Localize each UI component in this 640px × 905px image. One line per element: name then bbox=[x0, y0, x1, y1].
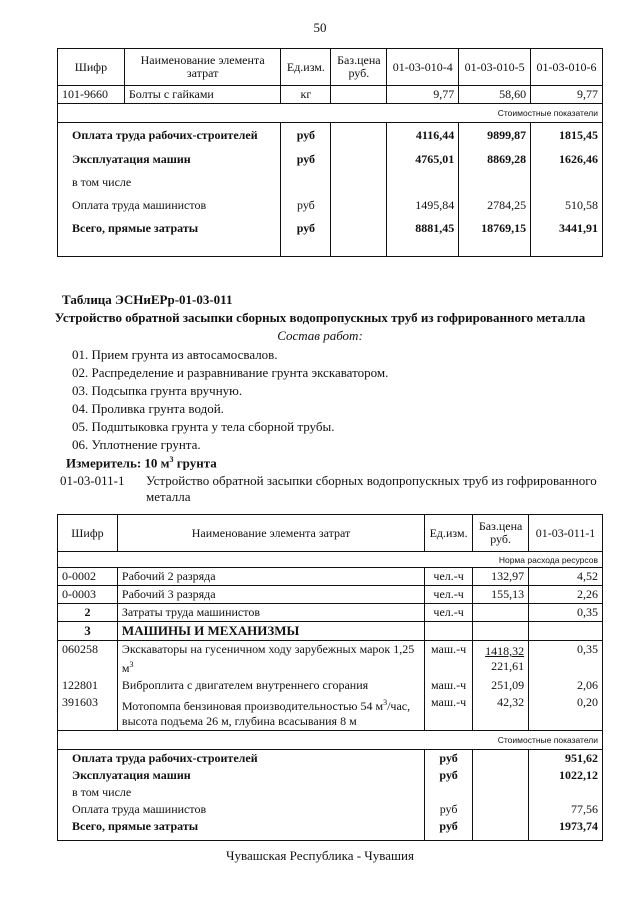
summary-value-1: 4765,01 bbox=[387, 147, 459, 171]
summary-name: в том числе bbox=[58, 784, 425, 801]
summary-value-3: 1815,45 bbox=[531, 123, 603, 148]
summary-unit: руб bbox=[425, 801, 473, 818]
cost-label: Стоимостные показатели bbox=[58, 731, 603, 750]
header-unit: Ед.изм. bbox=[425, 515, 473, 552]
table-row bbox=[58, 641, 603, 678]
summary-unit: руб bbox=[281, 123, 331, 148]
summary-unit: руб bbox=[281, 193, 331, 217]
summary-name: Оплата труда рабочих-строителей bbox=[58, 750, 425, 768]
summary-unit: руб bbox=[425, 767, 473, 784]
list-item: 04. Проливка грунта водой. bbox=[72, 401, 224, 416]
header-name: Наименование элемента затрат bbox=[117, 515, 424, 552]
row-price: 1418,32 221,61 bbox=[473, 641, 529, 678]
summary-row bbox=[58, 818, 603, 841]
summary-value-1: 8881,45 bbox=[387, 217, 459, 257]
summary-value-3: 510,58 bbox=[531, 193, 603, 217]
row-code: 0-0002 bbox=[58, 568, 118, 586]
header-col-2: 01-03-010-5 bbox=[459, 49, 531, 86]
row-value: 2,06 bbox=[529, 677, 603, 694]
list-item: 02. Распределение и разравнивание грунта экскаватором. bbox=[72, 365, 389, 380]
norm-label: Норма расхода ресурсов bbox=[58, 552, 603, 568]
list-item: 05. Подштыковка грунта у тела сборной трубы. bbox=[72, 419, 335, 434]
row-value-3: 9,77 bbox=[531, 86, 603, 104]
works-list bbox=[72, 346, 388, 454]
header-col-1: 01-03-010-4 bbox=[387, 49, 459, 86]
works-label: Состав работ: bbox=[277, 328, 363, 343]
row-price: 251,09 bbox=[473, 677, 529, 694]
row-code: 391603 bbox=[58, 694, 118, 731]
machines-label: МАШИНЫ И МЕХАНИЗМЫ bbox=[117, 622, 424, 641]
row-name: Рабочий 3 разряда bbox=[117, 586, 424, 604]
row-name: Экскаваторы на гусеничном ходу зарубежных марок 1,25 $м^3$ bbox=[117, 641, 424, 678]
header-col-1: 01-03-011-1 bbox=[529, 515, 603, 552]
row-name: Затраты труда машинистов bbox=[117, 604, 424, 622]
summary-row bbox=[58, 801, 603, 818]
machines-header-row bbox=[58, 622, 603, 641]
summary-row bbox=[58, 123, 603, 148]
summary-name: Оплата труда машинистов bbox=[58, 801, 425, 818]
summary-name: в том числе bbox=[58, 171, 281, 193]
header-price: Баз.цена руб. bbox=[331, 49, 387, 86]
list-item: 01. Прием грунта из автосамосвалов. bbox=[72, 347, 278, 362]
row-code: 060258 bbox=[58, 641, 118, 678]
summary-value-1: 4116,44 bbox=[387, 123, 459, 148]
row-value-2: 58,60 bbox=[459, 86, 531, 104]
table-row bbox=[58, 694, 603, 731]
summary-row bbox=[58, 193, 603, 217]
row-code: 2 bbox=[58, 604, 118, 622]
row-value: 0,35 bbox=[529, 641, 603, 678]
row-price bbox=[473, 604, 529, 622]
summary-value-2: 9899,87 bbox=[459, 123, 531, 148]
header-unit: Ед.изм. bbox=[281, 49, 331, 86]
summary-row bbox=[58, 171, 603, 193]
summary-row bbox=[58, 750, 603, 768]
section-heading: Устройство обратной засыпки сборных водопропускных труб из гофрированного металла bbox=[54, 310, 586, 325]
row-value: 0,20 bbox=[529, 694, 603, 731]
cost-label: Стоимостные показатели bbox=[58, 104, 603, 123]
row-unit: чел.-ч bbox=[425, 586, 473, 604]
row-unit: маш.-ч bbox=[425, 641, 473, 678]
row-price: 42,32 bbox=[473, 694, 529, 731]
table-01-03-011 bbox=[57, 514, 603, 841]
summary-row bbox=[58, 784, 603, 801]
table-01-03-010 bbox=[57, 48, 603, 257]
row-value-1: 9,77 bbox=[387, 86, 459, 104]
header-code: Шифр bbox=[58, 49, 125, 86]
summary-value-2: 2784,25 bbox=[459, 193, 531, 217]
page-number: 50 bbox=[313, 20, 327, 35]
summary-unit: руб bbox=[281, 147, 331, 171]
row-value: 0,35 bbox=[529, 604, 603, 622]
row-price: 155,13 bbox=[473, 586, 529, 604]
summary-unit: руб bbox=[425, 750, 473, 768]
list-item: 03. Подсыпка грунта вручную. bbox=[72, 383, 243, 398]
row-code: 0-0003 bbox=[58, 586, 118, 604]
summary-name: Оплата труда рабочих-строителей bbox=[58, 123, 281, 148]
summary-value: 951,62 bbox=[529, 750, 603, 768]
summary-value-1: 1495,84 bbox=[387, 193, 459, 217]
cost-label-row bbox=[58, 731, 603, 750]
row-value: 2,26 bbox=[529, 586, 603, 604]
row-code: 101-9660 bbox=[58, 86, 125, 104]
table-row bbox=[58, 604, 603, 622]
measure-unit: Измеритель: 10 $м^3$ грунта bbox=[66, 455, 217, 471]
table-row bbox=[58, 586, 603, 604]
summary-value-3: 1626,46 bbox=[531, 147, 603, 171]
summary-value-2: 18769,15 bbox=[459, 217, 531, 257]
row-unit: маш.-ч bbox=[425, 677, 473, 694]
table-row bbox=[58, 568, 603, 586]
row-price: 132,97 bbox=[473, 568, 529, 586]
table-title: Таблица ЭСНиЕРр-01-03-011 bbox=[62, 292, 233, 307]
list-item: 06. Уплотнение грунта. bbox=[72, 437, 201, 452]
header-code: Шифр bbox=[58, 515, 118, 552]
table-row bbox=[58, 86, 603, 104]
summary-name: Всего, прямые затраты bbox=[58, 217, 281, 257]
cost-label-row bbox=[58, 104, 603, 123]
summary-name: Эксплуатация машин bbox=[58, 147, 281, 171]
table-header-row bbox=[58, 515, 603, 552]
row-unit: кг bbox=[281, 86, 331, 104]
summary-value: 77,56 bbox=[529, 801, 603, 818]
row-code: 122801 bbox=[58, 677, 118, 694]
norm-description: Устройство обратной засыпки сборных водопропускных труб из гофрированного металла bbox=[146, 473, 597, 504]
summary-name: Всего, прямые затраты bbox=[58, 818, 425, 841]
header-col-3: 01-03-010-6 bbox=[531, 49, 603, 86]
header-name: Наименование элемента затрат bbox=[124, 49, 281, 86]
row-name: Виброплита с двигателем внутреннего сгорания bbox=[117, 677, 424, 694]
table-row bbox=[58, 677, 603, 694]
norm-code: 01-03-011-1 bbox=[60, 473, 125, 488]
row-name: Мотопомпа бензиновая производительностью 54 $м^3$/час, высота подъема 26 м, глубина всасывания 8 м bbox=[117, 694, 424, 731]
summary-name: Оплата труда машинистов bbox=[58, 193, 281, 217]
page-footer: Чувашская Республика - Чувашия bbox=[226, 848, 414, 863]
row-name: Болты с гайками bbox=[124, 86, 281, 104]
summary-value: 1973,74 bbox=[529, 818, 603, 841]
summary-name: Эксплуатация машин bbox=[58, 767, 425, 784]
summary-row bbox=[58, 147, 603, 171]
machines-code: 3 bbox=[58, 622, 118, 641]
norm-label-row bbox=[58, 552, 603, 568]
row-unit: маш.-ч bbox=[425, 694, 473, 731]
header-price: Баз.цена руб. bbox=[473, 515, 529, 552]
summary-unit: руб bbox=[425, 818, 473, 841]
summary-row bbox=[58, 217, 603, 257]
row-unit: чел.-ч bbox=[425, 604, 473, 622]
summary-row bbox=[58, 767, 603, 784]
table-header-row bbox=[58, 49, 603, 86]
summary-value-3: 3441,91 bbox=[531, 217, 603, 257]
summary-unit: руб bbox=[281, 217, 331, 257]
row-name: Рабочий 2 разряда bbox=[117, 568, 424, 586]
row-unit: чел.-ч bbox=[425, 568, 473, 586]
row-value: 4,52 bbox=[529, 568, 603, 586]
summary-value-2: 8869,28 bbox=[459, 147, 531, 171]
summary-value: 1022,12 bbox=[529, 767, 603, 784]
row-price bbox=[331, 86, 387, 104]
